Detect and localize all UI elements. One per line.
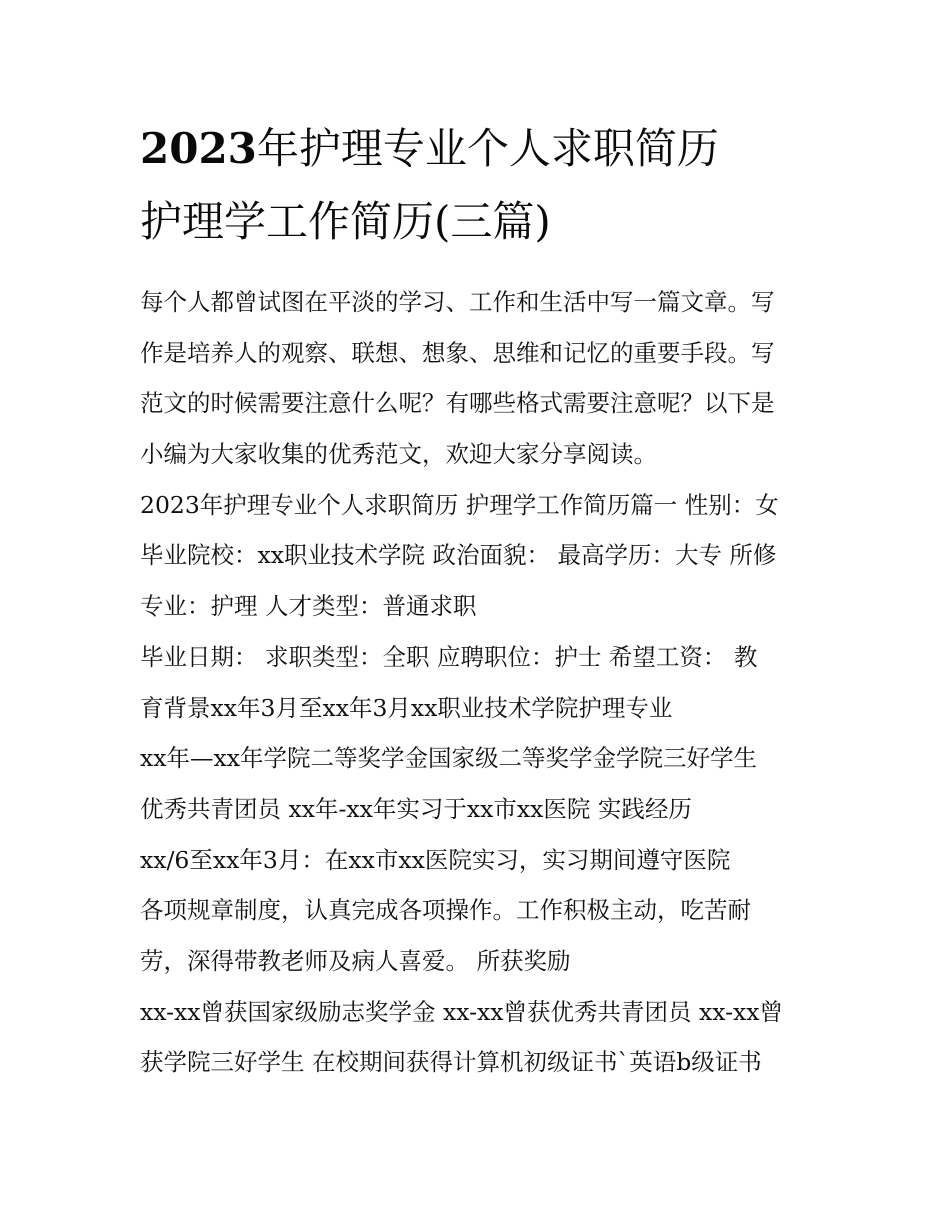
body-line: 毕业院校：xx职业技术学院 政治面貌： 最高学历：大专 所修 (140, 541, 777, 570)
body-line: 各项规章制度，认真完成各项操作。工作积极主动，吃苦耐 (140, 896, 751, 925)
title-line-2: 护理学工作简历(三篇) (140, 197, 551, 246)
body-line: 范文的时候需要注意什么呢？有哪些格式需要注意呢？以下是 (140, 389, 775, 418)
paragraph-internship-summary (140, 784, 820, 835)
document-title (140, 112, 840, 258)
body-line: 2023年护理专业个人求职简历 护理学工作简历篇一 性别：女 (140, 490, 779, 519)
body-line: 每个人都曾试图在平淡的学习、工作和生活中写一篇文章。写 (140, 288, 775, 316)
body-line: 毕业日期： 求职类型：全职 应聘职位：护士 希望工资： 教 (140, 642, 758, 671)
paragraph-awards (140, 987, 820, 1088)
document-body (140, 277, 820, 1088)
body-line: 获学院三好学生 在校期间获得计算机初级证书`英语b级证书 (140, 1048, 762, 1077)
paragraph-basic-info (140, 480, 820, 632)
paragraph-graduation (140, 632, 820, 733)
body-line: 作是培养人的观察、联想、想象、思维和记忆的重要手段。写 (140, 338, 775, 367)
title-line-1 (140, 112, 840, 185)
body-line: 劳，深得带教老师及病人喜爱。 所获奖励 (140, 946, 571, 975)
body-line: 育背景xx年3月至xx年3月xx职业技术学院护理专业 (140, 693, 673, 722)
body-line: 小编为大家收集的优秀范文，欢迎大家分享阅读。 (140, 440, 657, 469)
body-line: 优秀共青团员 xx年-xx年实习于xx市xx医院 实践经历 (140, 794, 692, 823)
paragraph-intro (140, 277, 820, 480)
body-line: xx/6至xx年3月：在xx市xx医院实习，实习期间遵守医院 (140, 845, 731, 874)
paragraph-scholarships (140, 733, 820, 784)
body-line: 专业：护理 人才类型：普通求职 (140, 592, 477, 621)
body-line: xx年—xx年学院二等奖学金国家级二等奖学金学院三好学生 (140, 744, 758, 773)
body-line: xx-xx曾获国家级励志奖学金 xx-xx曾获优秀共青团员 xx-xx曾 (140, 997, 784, 1026)
title-year: 2023 (140, 124, 257, 173)
paragraph-practice-experience (140, 835, 820, 987)
title-line-1-text: 年护理专业个人求职简历 (256, 124, 719, 173)
